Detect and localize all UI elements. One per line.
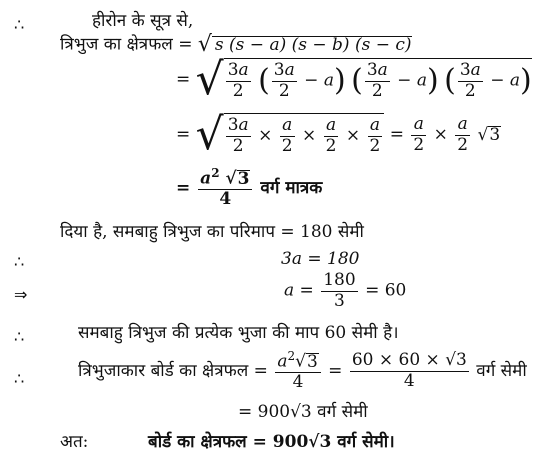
therefore-symbol: ∴ xyxy=(14,15,25,34)
board-label: त्रिभुजाकार बोर्ड का क्षेत्रफल xyxy=(78,360,249,381)
simplification-line: = √ $\frac{3a}{2}$ × $\frac{a}{2}$ × $\frac{a}{2}$ × $\frac{a}{2}$ = $\frac{a}{2}$ × $\frac{a}{2}$ √3 xyxy=(176,109,501,160)
implies-symbol: ⇒ xyxy=(14,285,28,304)
equation-a: a = $\frac{180}{3}$ = 60 xyxy=(284,270,407,311)
board-unit: वर्ग सेमी xyxy=(476,360,527,381)
given-perimeter: दिया है, समबाहु त्रिभुज का परिमाप = 180 सेमी xyxy=(60,222,364,242)
result-line: = 900√3 वर्ग सेमी xyxy=(238,402,368,422)
board-area-line: त्रिभुजाकार बोर्ड का क्षेत्रफल = $\frac{a^2√3}{4}$ = $\frac{60 \times 60 \times √3}{4}$ वर्ग सेमी xyxy=(78,349,527,393)
atah-label: अत: xyxy=(60,432,89,452)
therefore-symbol-2: ∴ xyxy=(14,252,25,271)
area-unit: वर्ग मात्रक xyxy=(260,177,323,198)
substitution-line: = √ $\frac{3a}{2}$ ( $\frac{3a}{2}$ − a) ( $\frac{3a}{2}$ − a) ( $\frac{3a}{2}$ − a) xyxy=(176,54,532,105)
therefore-symbol-3: ∴ xyxy=(14,327,25,346)
final-answer: बोर्ड का क्षेत्रफल = 900√3 वर्ग सेमी। xyxy=(148,432,395,452)
heron-sqrt: √ s (s − a) (s − b) (s − c) xyxy=(197,32,412,57)
area-label: त्रिभुज का क्षेत्रफल xyxy=(60,34,173,55)
heron-formula-line: त्रिभुज का क्षेत्रफल = √ s (s − a) (s − b) (s − c) xyxy=(60,32,412,57)
therefore-symbol-4: ∴ xyxy=(14,369,25,388)
area-result-line: = $\frac{a^2 √3}{4}$ वर्ग मात्रक xyxy=(176,166,323,210)
heron-intro: हीरोन के सूत्र से, xyxy=(92,11,194,31)
equation-3a: 3a = 180 xyxy=(281,249,360,269)
side-length-text: समबाहु त्रिभुज की प्रत्येक भुजा की माप 60 सेमी है। xyxy=(78,323,399,343)
